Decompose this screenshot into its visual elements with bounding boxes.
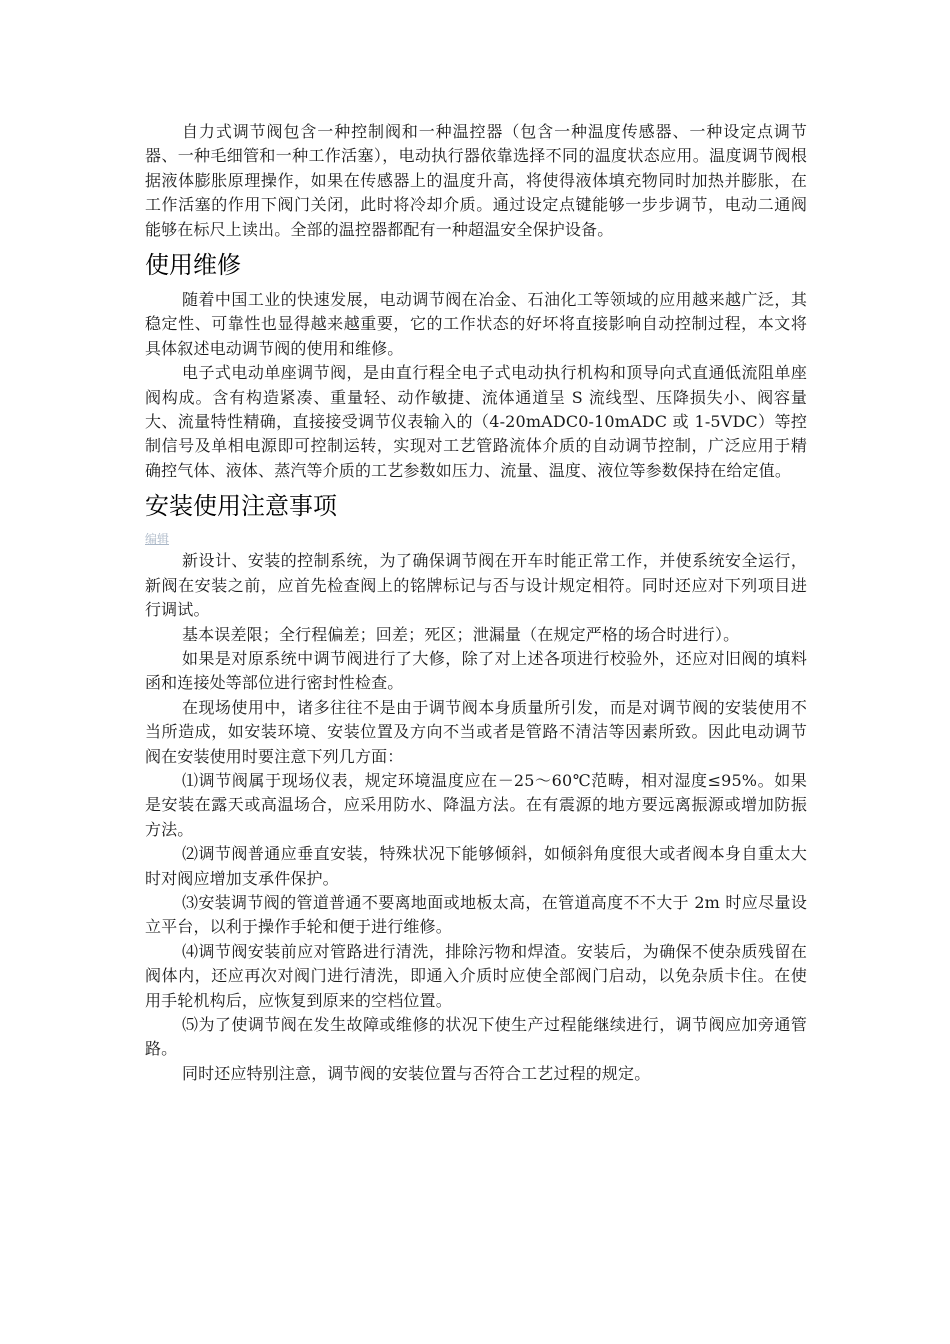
install-item-3: ⑶安装调节阀的管道普通不要离地面或地板太高，在管道高度不不大于 2m 时应尽量设立平台，以利于操作手轮和便于进行维修。 (145, 892, 807, 937)
install-paragraph-2: 基本误差限；全行程偏差；回差；死区；泄漏量（在规定严格的场合时进行）。 (182, 624, 740, 644)
maintenance-paragraph-2: 电子式电动单座调节阀，是由直行程全电子式电动执行机构和顶导向式直通低流阻单座阀构成。含有构造紧凑、重量轻、动作敏捷、流体通道呈 S 流线型、压降损失小、阀容量大、流量特性精确，直接接受调节仪表输入的（4-20mADC0-10mADC 或 1-5VDC）等控制信号及单相电源即可控制运转，实现对工艺管路流体介质的自动调节控制，广泛应用于精确控气体、液体、蒸汽等介质的工艺参数如压力、流量、温度、液位等参数保持在给定值。 (145, 363, 807, 480)
section-title-installation: 安装使用注意事项 (145, 492, 337, 521)
install-item-1: ⑴调节阀属于现场仪表，规定环境温度应在－25～60℃范畴，相对湿度≤95%。如果是安装在露天或高温场合，应采用防水、降温方法。在有震源的地方要远离振源或增加防振方法。 (145, 770, 807, 839)
install-item-2: ⑵调节阀普通应垂直安装，特殊状况下能够倾斜，如倾斜角度很大或者阀本身自重太大时对阀应增加支承件保护。 (145, 844, 807, 888)
install-paragraph-3: 如果是对原系统中调节阀进行了大修，除了对上述各项进行校验外，还应对旧阀的填料函和连接处等部位进行密封性检查。 (145, 648, 807, 693)
install-closing-paragraph: 同时还应特别注意，调节阀的安装位置与否符合工艺过程的规定。 (182, 1063, 651, 1083)
install-paragraph-1: 新设计、安装的控制系统，为了确保调节阀在开车时能正常工作，并使系统安全运行，新阀在安装之前，应首先检查阀上的铭牌标记与否与设计规定相符。同时还应对下列项目进行调试。 (145, 551, 807, 620)
install-paragraph-4: 在现场使用中，诸多往往不是由于调节阀本身质量所引发，而是对调节阀的安装使用不当所造成，如安装环境、安装位置及方向不当或者是管路不清洁等因素所致。因此电动调节阀在安装使用时要注意下列几方面： (145, 697, 807, 766)
intro-paragraph: 自力式调节阀包含一种控制阀和一种温控器（包含一种温度传感器、一种设定点调节器、一种毛细管和一种工作活塞），电动执行器依靠选择不同的温度状态应用。温度调节阀根据液体膨胀原理操作，如果在传感器上的温度升高，将使得液体填充物同时加热并膨胀，在工作活塞的作用下阀门关闭，此时将冷却介质。通过设定点键能够一步步调节，电动二通阀能够在标尺上读出。全部的温控器都配有一种超温安全保护设备。 (145, 122, 807, 239)
install-item-4: ⑷调节阀安装前应对管路进行清洗，排除污物和焊渣。安装后，为确保不使杂质残留在阀体内，还应再次对阀门进行清洗，即通入介质时应使全部阀门启动，以免杂质卡住。在使用手轮机构后，应恢复到原来的空档位置。 (145, 941, 807, 1010)
section-title-maintenance: 使用维修 (145, 251, 241, 280)
install-item-5: ⑸为了使调节阀在发生故障或维修的状况下使生产过程能继续进行，调节阀应加旁通管路。 (145, 1015, 807, 1059)
document-page (145, 120, 807, 1086)
edit-link[interactable]: 编辑 (145, 532, 170, 547)
maintenance-paragraph-1: 随着中国工业的快速发展，电动调节阀在冶金、石油化工等领域的应用越来越广泛，其稳定性、可靠性也显得越来越重要，它的工作状态的好坏将直接影响自动控制过程，本文将具体叙述电动调节阀的使用和维修。 (145, 290, 807, 358)
